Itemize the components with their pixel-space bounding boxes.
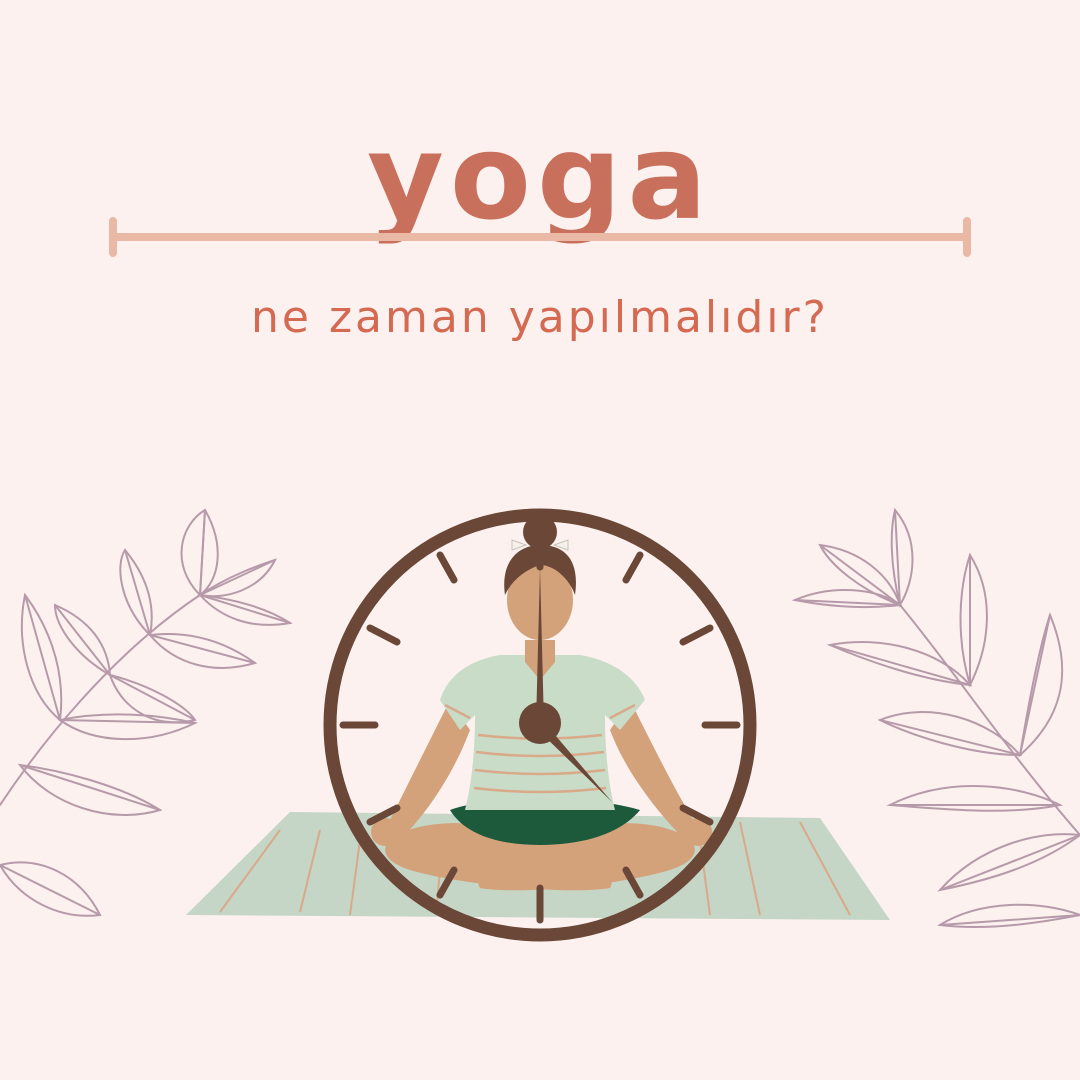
divider-right-cap bbox=[961, 217, 973, 257]
title-divider bbox=[110, 233, 970, 241]
clock-center bbox=[519, 702, 561, 744]
divider-left-cap bbox=[107, 217, 119, 257]
page-title: yoga bbox=[366, 108, 714, 246]
subtitle: ne zaman yapılmalıdır? bbox=[251, 292, 829, 343]
meditation-clock-illustration bbox=[180, 495, 900, 955]
